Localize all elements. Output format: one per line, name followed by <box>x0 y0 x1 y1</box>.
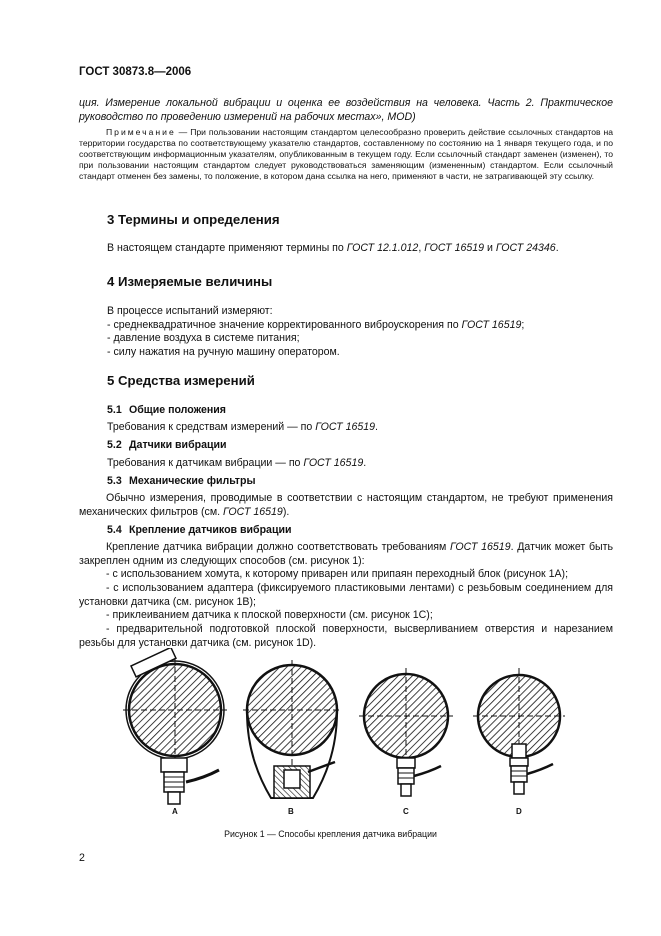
note-lead: Примечание <box>106 127 176 137</box>
s3-sep-1: , <box>418 242 425 254</box>
s4-item-1-ref: ГОСТ 16519 <box>461 318 522 331</box>
s4-item-1-end: ; <box>521 318 525 331</box>
figure-label-d: D <box>516 807 522 816</box>
s51-end: . <box>375 421 378 433</box>
note-paragraph <box>79 127 613 182</box>
subsection-5-2-title <box>107 439 227 451</box>
s53-number: 5.3 <box>107 475 122 487</box>
s3-ref-1: ГОСТ 12.1.012 <box>346 242 419 254</box>
s4-item-1 <box>107 319 524 333</box>
reference-continuation: ция. Измерение локальной вибрации и оценка ее воздействия на человека. Часть 2. Практическое руководство по проведению измерений на рабочих местах», MOD) <box>79 97 613 123</box>
s4-intro: В процессе испытаний измеряют: <box>107 305 273 317</box>
s54-item-3: - приклеиванием датчика к плоской поверхности (см. рисунок 1С); <box>106 609 433 621</box>
s54-ref: ГОСТ 16519 <box>450 541 511 553</box>
s52-end: . <box>363 457 367 469</box>
s3-sep-2: и <box>484 242 496 254</box>
s54-item-2: - с использованием адаптера (фиксируемого пластиковыми лентами) с резьбовым соединением для установки датчика (см. рисунок 1В); <box>79 582 613 608</box>
sensor-mount-b <box>243 660 341 798</box>
subsection-5-4-title <box>107 524 291 536</box>
s53-title: Механические фильтры <box>129 475 256 487</box>
s4-item-2: - давление воздуха в системе питания; <box>107 332 300 344</box>
subsection-5-3-title <box>107 475 256 487</box>
s51-text-a: Требования к средствам измерений — по <box>107 421 316 433</box>
s54-text-b: . Датчик может быть закреплен одним из следующих способов (см. рисунок 1): <box>79 541 613 567</box>
section-5-title: 5 Средства измерений <box>107 373 255 388</box>
s54-item-1: - с использованием хомута, к которому приварен или припаян переходный блок (рисунок 1А); <box>106 568 569 580</box>
figure-label-b: B <box>288 807 294 816</box>
subsection-5-4-text <box>79 541 613 568</box>
s54-number: 5.4 <box>107 524 122 536</box>
s52-number: 5.2 <box>107 439 122 451</box>
document-header: ГОСТ 30873.8—2006 <box>79 66 192 78</box>
s54-text-a: Крепление датчика вибрации должно соответствовать требованиям <box>106 541 451 553</box>
s53-end: ). <box>282 505 290 518</box>
subsection-5-1-title <box>107 404 226 416</box>
s3-text-a: В настоящем стандарте применяют термины по <box>107 242 347 254</box>
section-4-list <box>107 305 524 359</box>
sensor-mount-c <box>359 668 453 796</box>
s53-text-a: Обычно измерения, проводимые в соответствии с настоящим стандартом, не требуют применения механических фильтров (см. <box>79 492 613 518</box>
s4-item-1-text: - среднеквадратичное значение корректированного виброускорения по <box>107 318 462 331</box>
figure-caption: Рисунок 1 — Способы крепления датчика вибрации <box>224 829 437 839</box>
subsection-5-3-text <box>79 492 613 519</box>
s51-ref: ГОСТ 16519 <box>315 421 376 433</box>
s52-text-a: Требования к датчикам вибрации — по <box>107 457 304 469</box>
subsection-5-2-text <box>107 457 366 469</box>
s52-ref: ГОСТ 16519 <box>303 457 364 469</box>
sensor-mount-a <box>123 648 227 804</box>
figure-label-c: C <box>403 807 409 816</box>
s53-ref: ГОСТ 16519 <box>223 505 283 518</box>
page-number: 2 <box>79 852 85 864</box>
s3-ref-2: ГОСТ 16519 <box>424 242 485 254</box>
s52-title: Датчики вибрации <box>129 439 227 451</box>
section-3-text <box>107 242 559 254</box>
figure-label-a: A <box>172 807 178 816</box>
figure-1-drawing <box>79 648 613 826</box>
subsection-5-1-text <box>107 421 378 433</box>
s51-title: Общие положения <box>129 404 226 416</box>
s51-number: 5.1 <box>107 404 122 416</box>
s4-item-3: - силу нажатия на ручную машину оператором. <box>107 345 340 358</box>
figure-1 <box>79 648 613 826</box>
s3-ref-3: ГОСТ 24346 <box>495 242 556 254</box>
sensor-mount-d <box>473 668 565 794</box>
s3-end: . <box>555 242 559 254</box>
s54-item-4: - предварительной подготовкой плоской поверхности, высверливанием отверстия и нарезанием резьбы для установки датчика (см. рисунок 1D). <box>79 623 613 649</box>
section-4-title: 4 Измеряемые величины <box>107 274 273 289</box>
note-text: — При пользовании настоящим стандартом целесообразно проверить действие ссылочных стандартов на территории государства по соответствующему указателю стандартов, составленному по состоянию на 1 января текущего года, и по соответствующим информационным указателям, опубликованным в текущем году. Если ссылочный стандарт заменен (изменен), то при пользовании настоящим стандартом следует руководствоваться заменяющим (измененным) стандартом. Если ссылочный стандарт отменен без замены, то положение, в котором дана ссылка на него, применяют в части, не затрагивающей эту ссылку. <box>79 127 613 181</box>
s54-title: Крепление датчиков вибрации <box>129 524 292 536</box>
section-3-title: 3 Термины и определения <box>107 212 280 227</box>
